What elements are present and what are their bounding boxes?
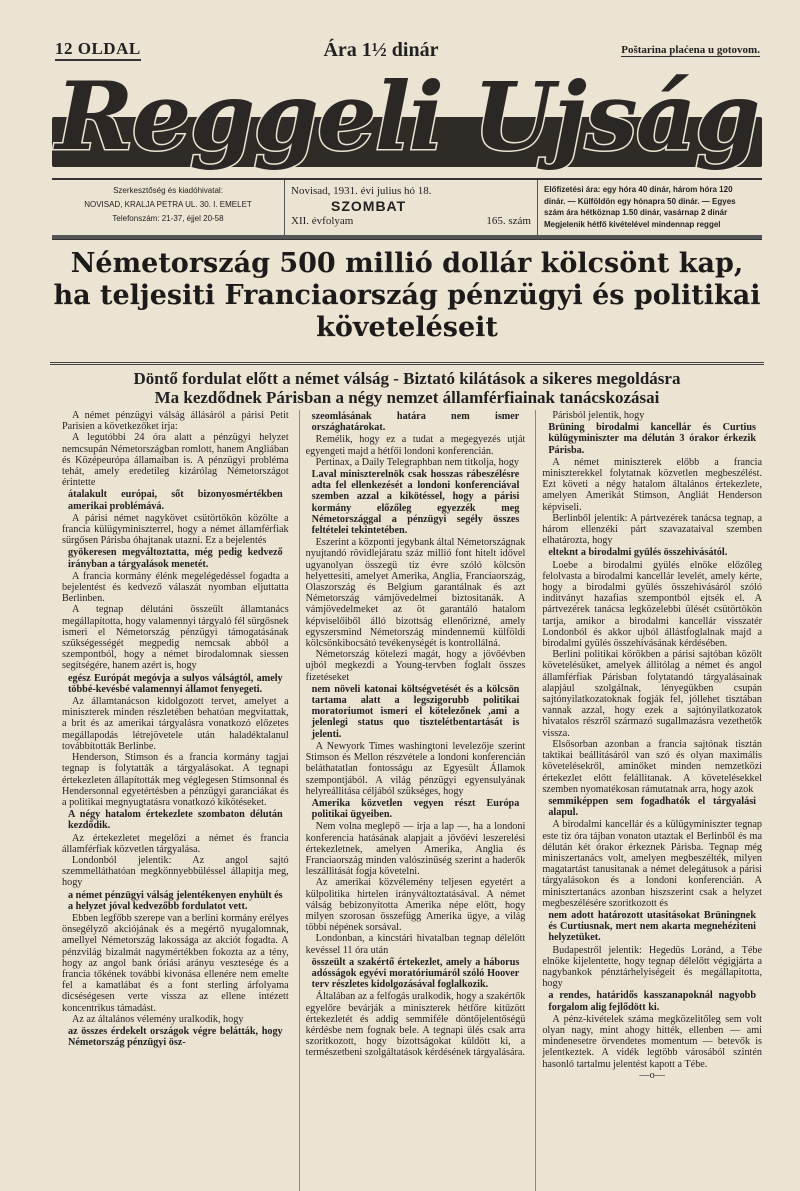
editorial-line: Szerkesztőség és kiadóhivatal: xyxy=(113,186,223,195)
article-paragraph: A párisi német nagykövet csütörtökön közölte a francia külügyminiszterrel, hogy a német államférfiak sürgősen Párisba óhajtanak utazni. Ez a bejelentés xyxy=(62,512,289,547)
article-paragraph: Brüning birodalmi kancellár és Curtius külügyminiszter ma délután 3 órakor érkezik Párisba. xyxy=(548,422,756,456)
address-line: NOVISAD, KRALJA PETRA UL. 30. I. EMELET xyxy=(84,200,252,209)
postage-note: Poštarina plaćena u gotovom. xyxy=(621,43,760,56)
article-paragraph: Laval miniszterelnök csak hosszas rábeszélésre adta fel ellenkezését a londoni konferenciával szemben azzal a kikötéssel, hogy a párisi kormány előzőleg egyezzék meg Németországgal a pénzügyi segély összes feltételei tekintetében. xyxy=(311,469,520,537)
subscription-line: Előfizetési ára: egy hóra 40 dinár, három hóra 120 xyxy=(544,185,733,194)
article-paragraph: a német pénzügyi válság jelentékenyen enyhült és a helyzet jóval kedvezőbb fordulatot vett. xyxy=(68,889,283,912)
masthead xyxy=(52,62,762,177)
article-paragraph: Berlini politikai körökben a párisi sajtóban közölt követelésüket, amelyek állitólag a német és angol államférfiak Párisban folytatandó tárgyalásainak alapjául szolgálnak, lényegükben csupán sajtónyilatkozatoknak fogják fel, jóllehet tisztában vannak azzal, hogy ezek a sajtónyilatkozatok hivatalos részről származó sugallmazásra vezethetők vissza. xyxy=(542,649,762,739)
divider-rule xyxy=(52,235,762,239)
issue-day: SZOMBAT xyxy=(331,198,407,214)
subheadline-line: Döntő fordulat előtt a német válság - Biztató kilátások a sikeres megoldásra xyxy=(133,369,681,388)
newspaper-title: Reggeli Ujság xyxy=(55,62,759,172)
price: Ára 1½ dinár xyxy=(323,38,439,61)
article-paragraph: Elsősorban azonban a francia sajtónak tisztán taktikai beállitásáról van szó és olyan maximális követelésekről, aminőket minden nemzetközi értekezlet előtt felállitanak. A követelésekkel szemben nyomatékosan rámutatnak arra, hogy azok xyxy=(542,738,762,795)
subscription-info xyxy=(538,180,762,236)
article-paragraph: egész Európát megóvja a sulyos válságtól, amely többé-kevésbé valamennyi államot fenyegeti. xyxy=(68,672,283,695)
article-paragraph: semmiképpen sem fogadhatók el tárgyalási alapul. xyxy=(548,795,756,819)
article-column-1 xyxy=(62,410,289,1191)
article-paragraph: Amerika közvetlen vegyen részt Európa politikai ügyeiben. xyxy=(311,797,520,821)
article-paragraph: Eszerint a központi jegybank által Németországnak nyujtandó rövidlejáratu száz millió font hitelt idővel ugyanolyan összegü tíz évre szóló kölcsön helyettesiti, amelyet Amerika, Anglia, Franciaország, Olaszország és Belgium garantálnak és azt Németország vámjövedelmei biztositanák. A vámjövedelmeket az öt garantáló hatalom képviselőiből álló bizottság ellenőrizné, amely egyszersmind Németország mindennemü külföldi kölcsönkibocsátó tevékenységét is kontrollálná. xyxy=(305,537,526,650)
subscription-line: dinár. — Külföldön egy hónapra 50 dinár. — Egyes xyxy=(544,196,736,206)
article-columns xyxy=(62,410,762,1191)
article-paragraph: gyökeresen megváltoztatta, még pedig kedvező irányban a tárgyalások menetét. xyxy=(68,547,283,570)
article-paragraph: A tegnap délutáni összeült államtanács megállapította, hogy valamennyi tárgyaló fél sürgősnek ismeri el Németország pénzügyi támogatásának szükségességét megpedig nemcsak abból a szempontból, hogy a német birodalomnak siessen segítségére, hanem azért is, hogy xyxy=(62,604,289,672)
main-headline: Németország 500 millió dollár kölcsönt kap, ha teljesiti Franciaország pénzügyi és politikai követeléseit xyxy=(53,248,761,343)
article-paragraph: Loebe a birodalmi gyülés elnöke előzőleg felolvasta a birodalmi kancellár levelét, amely kérte, hogy a birodalmi gyülés összehivásáról szóló inditványt hazafias szempontból ejtsék el. A pártvezérek tanácsa legközelebbi ülését csütörtökön tartja, amikor a birodalmi kancellár visszatér Londonból és akkor ujból állástfoglalnak majd a birodalmi gyülés összehivásának kérdésében. xyxy=(542,559,762,650)
article-paragraph: Általában az a felfogás uralkodik, hogy a szakértők egyelőre bevárják a miniszterek hétfőre kitűzött értekezletét és addig semmiféle döntőjelentőségü kérdésbe nem fognak bele. A tegnapi ülés csak arra szoritkozott, hogy bizottságokat küldött ki, a természetbeni szolgáltatások kérdésének tárgyalására. xyxy=(305,991,526,1059)
article-column-2 xyxy=(299,410,526,1191)
article-paragraph: A német miniszterek előbb a francia miniszterekkel folytatnak közvetlen megbeszélést. Ezt követi a négy hatalom általános értekezlete, amelyen Amerikát Stimson, Angliát Henderson képviseli. xyxy=(542,456,762,513)
article-paragraph: Az államtanácson kidolgozott tervet, amelyet a miniszterek minden részletében behatóan megvitattak, a brit és az amerikai tárgyalásra vonatkozó előzetes megállapodás létrejövetele után haladéktalanul továbbították Berlinbe. xyxy=(62,696,289,752)
article-paragraph: elteknt a birodalmi gyülés összehivásától. xyxy=(548,547,728,559)
article-paragraph: Budapestről jelentik: Hegedüs Loránd, a Tébe elnöke kijelentette, hogy tegnap délelőtt végigjárta a nagybankok pénztárhelyiségeit és megállapitotta, hogy xyxy=(542,944,762,990)
info-row xyxy=(52,178,762,240)
article-paragraph: Henderson, Stimson és a francia kormány tagjai tegnap is folytatták a tárgyalásokat. A tegnapi értekezleten állapították meg véglegesen Stimsonnal és Hendersonnal egyetértésben a pénzügyi garanciákat és a politikai megnyugtatásra vonatkozó kikötéseket. xyxy=(62,752,289,808)
editorial-info xyxy=(52,180,284,236)
article-paragraph: összeült a szakértő értekezlet, amely a háborus adósságok egyévi moratóriumáról szóló Hoover terv részletes kidolgozásával foglalkozik. xyxy=(311,956,520,991)
article-paragraph: A pénz-kivételek száma megközelitőleg sem volt olyan nagy, mint ahogy hitték, ellenben — ami mindenesetre örvendetes momentum — betevők is jelentkeztek. A vidék legtöbb városából szintén hasonló tartalmu jelentést kapott a Tébe. xyxy=(542,1013,762,1070)
issue-date: Novisad, 1931. évi julius hó 18. xyxy=(291,185,432,197)
article-paragraph: Remélik, hogy ez a tudat a megegyezés utját egyengeti majd a hétfői londoni konferencián. xyxy=(305,434,526,457)
article-paragraph: nem növeli katonai költségvetését és a kölcsön tartama alatt a legszigorubb politikai moratoriumot ismeri el kötelezőnek ,ami a jelenlegi status quo tisztelétbentartását is jelenti. xyxy=(311,683,520,740)
article-paragraph: Berlinből jelentik: A pártvezérek tanácsa tegnap, a három ellenzéki párt szavazataival szemben elhatározta, hogy xyxy=(542,512,762,547)
issue-info xyxy=(284,180,538,236)
top-strip xyxy=(55,40,760,60)
article-paragraph: szeomlásának határa nem ismer országhatárokat. xyxy=(311,411,520,434)
article-paragraph: Pertinax, a Daily Telegraphban nem titkolja, hogy xyxy=(315,456,520,468)
article-paragraph: Londonban, a kincstári hivatalban tegnap délelőtt kevéssel 11 óra után xyxy=(305,933,526,956)
article-paragraph: a rendes, határidős kasszanapoknál nagyobb forgalom alig fejlődött ki. xyxy=(548,990,756,1013)
article-paragraph: A birodalmi kancellár és a külügyminiszter tegnap este tíz óra tájban vonaton utaztak el Berlinből és ma délután két órakor érkeznek Párisba. Tegnap még miniszertanács volt, amelyen megbeszélték, milyen magatartást tanusitanak a német delegátusok a párisi tárgyalásokon és a londoni konferencián. A minisztertanács azonban hiszszerint csak a helyzet megbeszélésére szoritkozott és xyxy=(542,819,762,909)
article-paragraph: A legutóbbi 24 óra alatt a pénzügyi helyzet nemcsupán Németországban romlott, hanem Angliában és Középeurópa államaiban is. A pénzügyi probléma tehát, amely eredetileg kizárólag Németországot érintette xyxy=(62,432,289,489)
article-paragraph: az összes érdekelt országok végre belátták, hogy Németország pénzügyi ösz- xyxy=(68,1025,283,1049)
article-column-3 xyxy=(535,410,762,1191)
article-paragraph: Londonból jelentik: Az angol sajtó szemmelláthatóan megkönnyebbüléssel állapitja meg, hogy xyxy=(62,854,289,889)
article-paragraph: Az amerikai közvélemény teljesen egyetért a külpolitika hirtelen irányváltoztatásával. A német válság bebizonyította Amerika népe előtt, hogy milyen szorosan összefügg Amerika ügye, a világ többi népének sorsával. xyxy=(305,877,526,934)
article-paragraph: Az az általános vélemény uralkodik, hogy xyxy=(72,1013,244,1025)
article-paragraph: Nem volna meglepő — irja a lap —, ha a londoni konferencia hatásának alapjait a jövőévi leszerelési értekezletnek, amelyen Amerika, Anglia és Franciaország minden valószinüség szerint a haderők leszállitását fogja követelni. xyxy=(305,821,526,878)
subheadline-line: Ma kezdődnek Párisban a négy nemzet államférfiainak tanácskozásai xyxy=(154,388,660,407)
article-paragraph: —o— xyxy=(639,1069,665,1081)
article-paragraph: átalakult európai, sőt bizonyosmértékben amerikai problémává. xyxy=(68,489,283,512)
article-paragraph: Németország kötelezi magát, hogy a jövőévben ujból megkezdi a Young-tervben foglalt összes fizetéseket xyxy=(305,649,526,683)
subscription-line: szám ára hétköznap 1.50 dinár, vasárnap 2 dinár xyxy=(544,208,728,217)
page-count: 12 OLDAL xyxy=(55,39,141,61)
subscription-line: Megjelenik hétfő kivételével mindennap reggel xyxy=(544,219,721,229)
issue-number: 165. szám xyxy=(486,215,531,227)
article-paragraph: A négy hatalom értekezlete szombaton délután kezdődik. xyxy=(68,809,283,832)
article-paragraph: Ebben legfőbb szerepe van a berlini kormány erélyes önsegélyző akciójának és a megértő nyugalomnak, amellyel Németország lakossága az akciót fogadta. A pénzvilág bizalmát nagymértékben fokozta az a tény, hogy az angol bank óriási arányu vesztesége és a francia tőkének további kivonása ellenére nem emelte fel a kamatlábat és a font sterling árfolyama dicséségesen verte vissza az ellene intézett koncentrikus támadást. xyxy=(62,912,289,1014)
phone-line: Telefonszám: 21-37, éjjel 20-58 xyxy=(112,214,224,223)
subheadline xyxy=(50,362,764,407)
article-paragraph: A német pénzügyi válság állásáról a párisi Petit Parisien a következőket irja: xyxy=(62,410,289,433)
article-paragraph: A Newyork Times washingtoni levelezője szerint Stimson és Mellon részvétele a londoni konferencián beláthatatlan fontosságu az Egyesült Államok szempontjából. A világ pénzügyi egyensulyának helyreállitása céljából szükséges, hogy xyxy=(305,740,526,797)
article-paragraph: A francia kormány élénk megelégedéssel fogadta a bejelentést és kedvező válaszát nyomban eljuttatta Berlinben. xyxy=(62,570,289,605)
issue-year: XII. évfolyam xyxy=(291,215,354,227)
article-paragraph: Párisból jelentik, hogy xyxy=(552,410,645,421)
article-paragraph: Az értekezletet megelőzi a német és francia államférfiak közvetlen tárgyalása. xyxy=(62,832,289,855)
article-paragraph: nem adott határozott utasitásokat Brüningnek és Curtiusnak, mert nem akarta megnehéziteni helyzetüket. xyxy=(548,909,756,944)
